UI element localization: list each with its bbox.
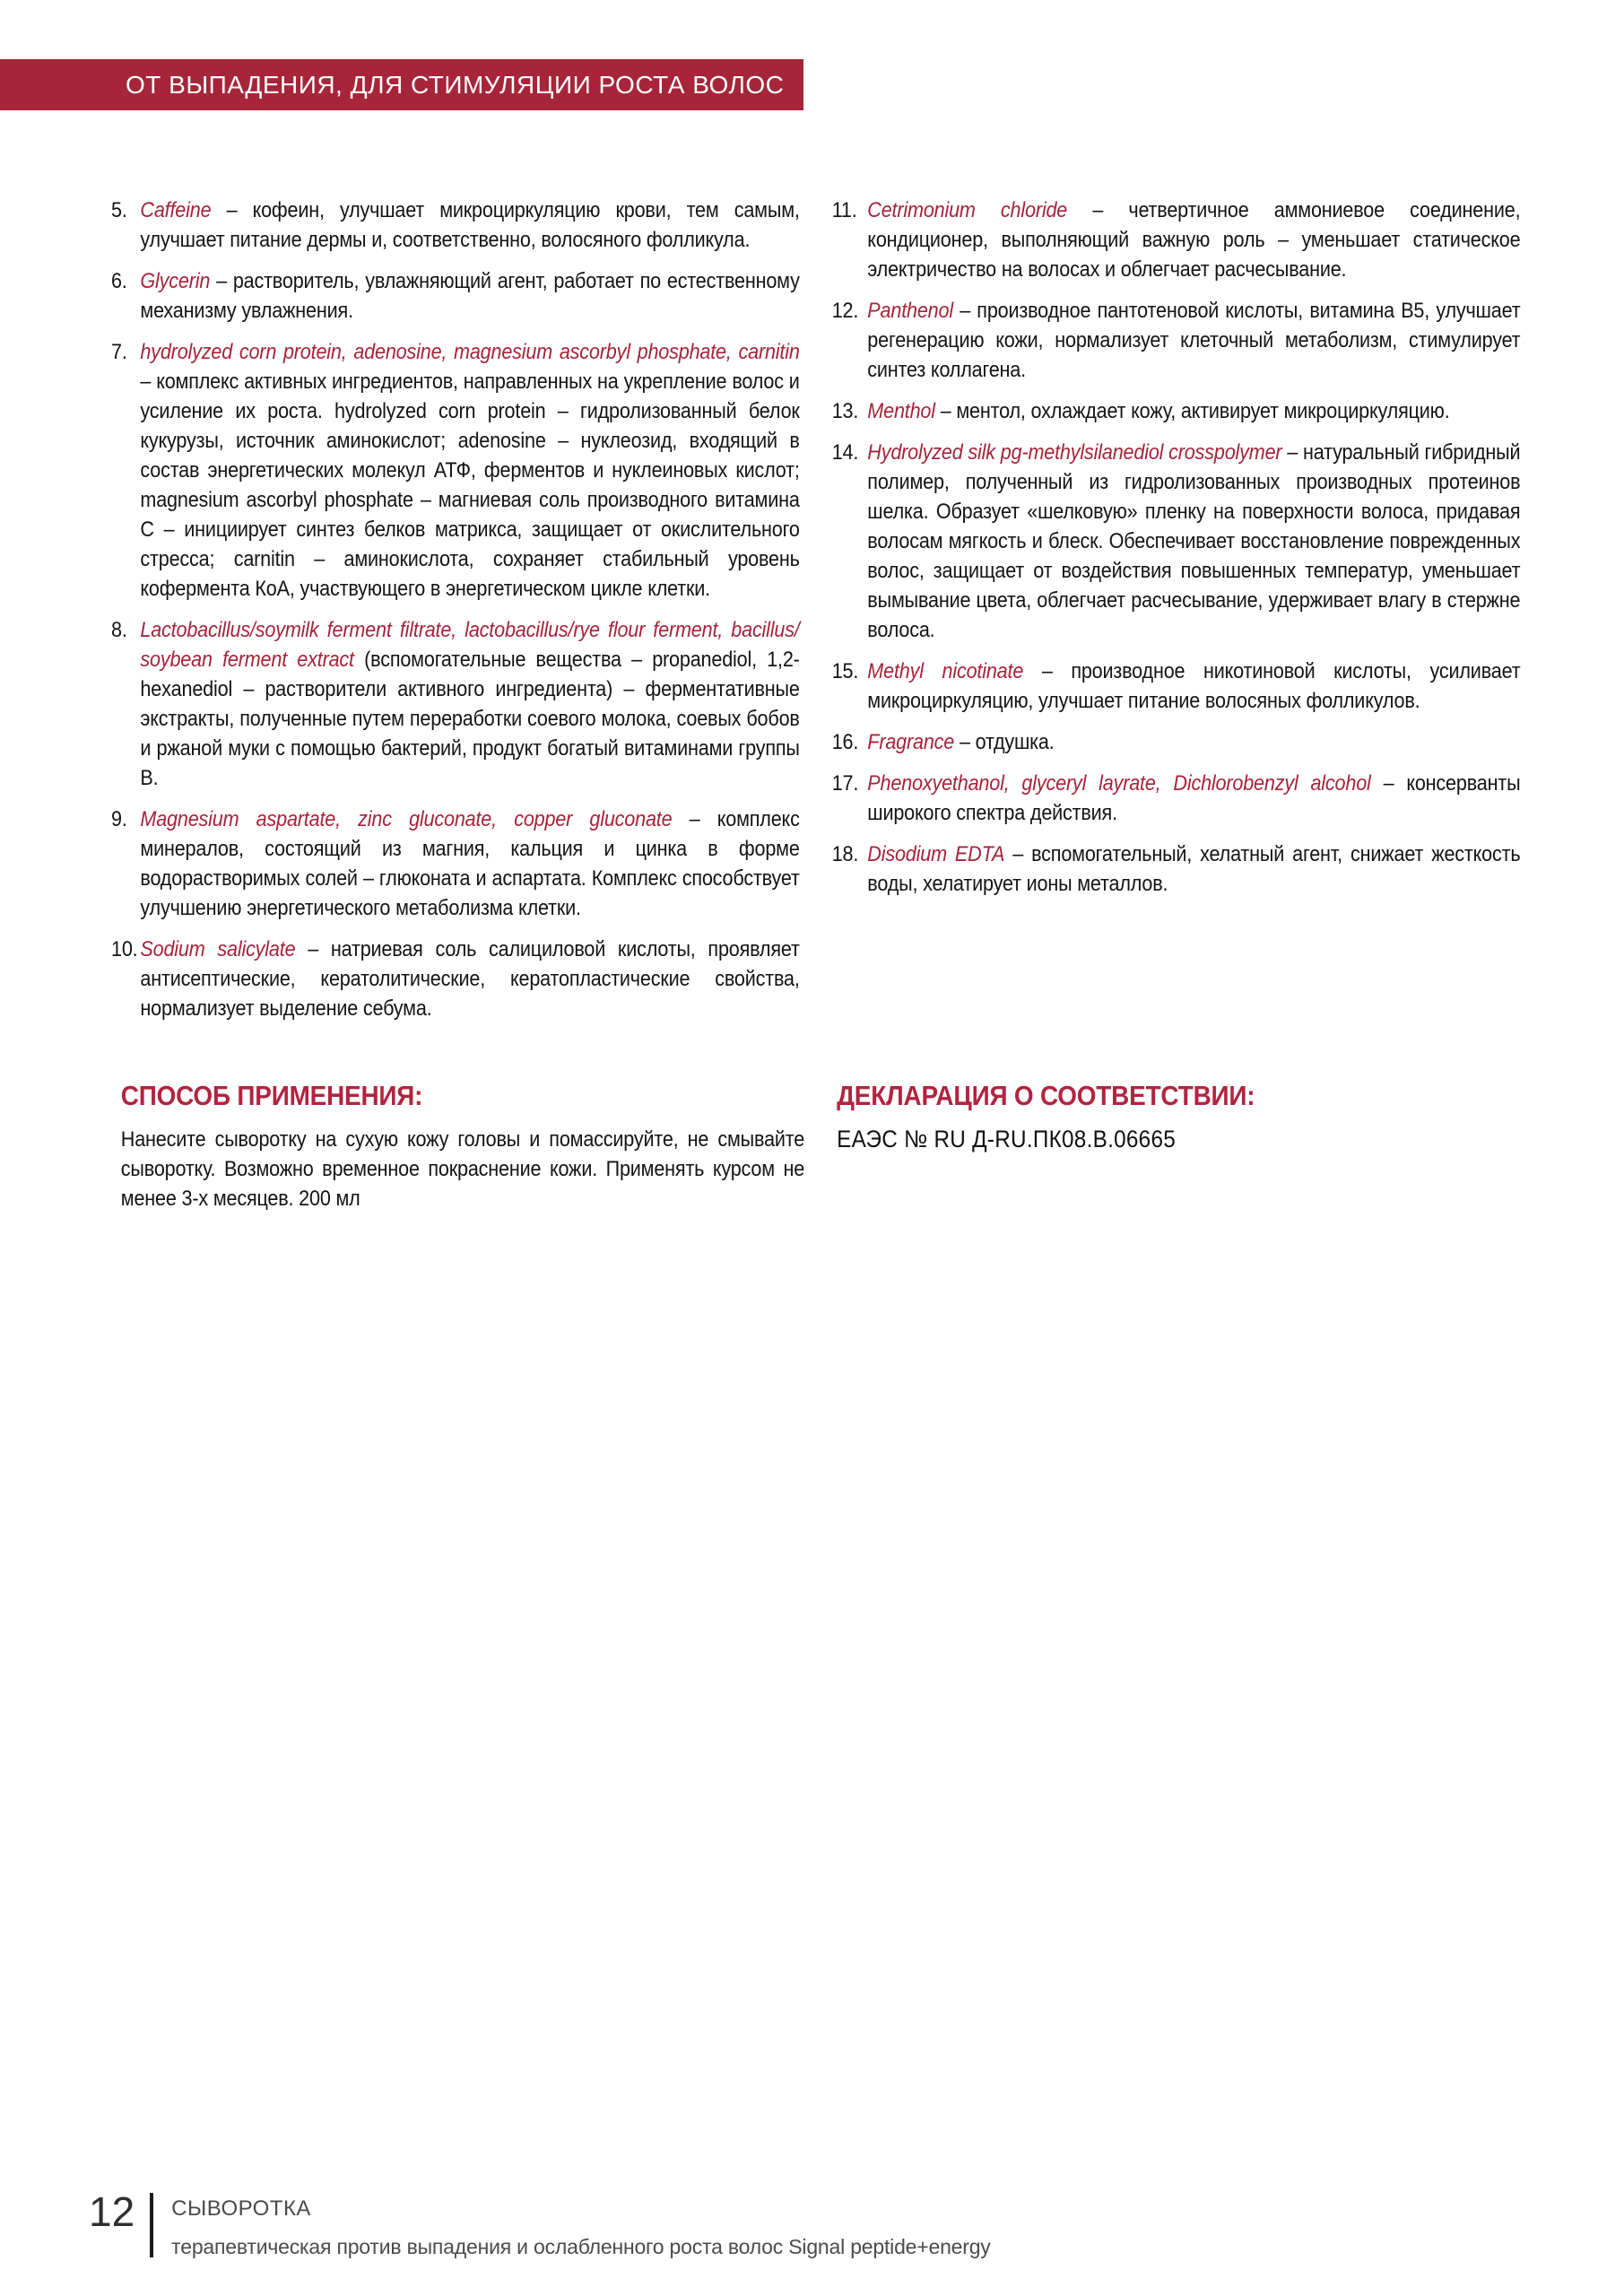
ingredient-number: 7. <box>111 340 127 364</box>
ingredient-item <box>111 266 800 326</box>
ingredient-name: Caffeine <box>140 198 212 222</box>
ingredient-description: – натуральный гибридный полимер, полученный из гидролизованных производных протеинов шелка. Образует «шелковую» пленку на поверхности волоса, придавая волосам мягкость и блеск. Обеспечивает восстановление поврежденных волос, защищает от воздействия повышенных температур, уменьшает вымывание цвета, облегчает расчесывание, удерживает влагу в стержне волоса. <box>867 440 1521 642</box>
ingredient-name: Glycerin <box>140 269 211 293</box>
page-content <box>111 196 1520 1213</box>
ingredient-description: (вспомогательные вещества – propanediol, 1,2-hexanediol – растворители активного ингредиента) – ферментативные экстракты, полученные путем переработки соевого молока, соевых бобов и ржаной муки с помощью бактерий, продукт богатый витаминами группы В. <box>140 648 800 790</box>
footer-label-block <box>171 2191 990 2259</box>
ingredient-description: – четвертичное аммониевое соединение, кондиционер, выполняющий важную роль – уменьшает статическое электричество на волосах и облегчает расчесывание. <box>867 198 1521 282</box>
ingredient-description: – комплекс активных ингредиентов, направленных на укрепление волос и усиление их роста. hydrolyzed corn protein – гидролизованный белок кукурузы, источник аминокислот; adenosine – нуклеозид, входящий в состав энергетических молекул АТФ, ферментов и нуклеиновых кислот; magnesium ascorbyl phosphate – магниевая соль производного витамина С – инициирует синтез белков матрикса, защищает от окислительного стресса; carnitin – аминокислота, сохраняет стабильный уровень кофермента КоА, участвующего в энергетическом цикле клетки. <box>140 370 800 601</box>
bottom-sections <box>111 1080 1520 1213</box>
ingredient-description: – комплекс минералов, состоящий из магния, кальция и цинка в форме водорастворимых солей – глюконата и аспартата. Комплекс способствует улучшению энергетического метаболизма клетки. <box>140 807 800 920</box>
ingredient-item <box>111 615 800 793</box>
ingredient-description: – ментол, охлаждает кожу, активирует микроциркуляцию. <box>940 399 1450 423</box>
ingredient-item <box>111 337 800 604</box>
ingredient-item <box>832 438 1521 645</box>
ingredient-name: hydrolyzed corn protein, adenosine, magnesium ascorbyl phosphate, carnitin <box>140 340 800 364</box>
ingredient-name: Lactobacillus/soymilk ferment filtrate, lactobacillus/rye flour ferment, bacillus/ soybean ferment extract <box>140 618 800 672</box>
ingredient-name: Cetrimonium chloride <box>867 198 1068 222</box>
page-footer <box>89 2188 991 2259</box>
ingredient-number: 9. <box>111 807 127 831</box>
ingredient-description: – производное пантотеновой кислоты, витамина В5, улучшает регенерацию кожи, нормализует клеточный метаболизм, стимулирует синтез коллагена. <box>867 299 1521 382</box>
ingredient-number: 12. <box>831 299 859 323</box>
ingredient-name: Panthenol <box>867 299 953 323</box>
ingredient-name: Sodium salicylate <box>140 937 296 961</box>
header-title: ОТ ВЫПАДЕНИЯ, ДЛЯ СТИМУЛЯЦИИ РОСТА ВОЛОС <box>126 70 785 99</box>
ingredient-name: Phenoxyethanol, glyceryl layrate, Dichlorobenzyl alcohol <box>867 771 1371 796</box>
ingredient-description: – натриевая соль салициловой кислоты, проявляет антисептические, кератолитические, кератопластические свойства, нормализует выделение себума. <box>140 937 800 1021</box>
ingredient-number: 16. <box>831 730 859 754</box>
ingredient-description: – кофеин, улучшает микроциркуляцию крови, тем самым, улучшает питание дермы и, соответственно, волосяного фолликула. <box>140 198 800 252</box>
ingredient-item <box>832 727 1521 757</box>
product-description: терапевтическая против выпадения и ослабленного роста волос Signal peptide+energy <box>171 2235 991 2258</box>
ingredient-number: 11. <box>831 198 857 222</box>
declaration-heading: ДЕКЛАРАЦИЯ О СООТВЕТСТВИИ: <box>837 1080 1255 1111</box>
ingredient-item <box>111 935 800 1023</box>
ingredient-item <box>832 296 1521 385</box>
ingredient-item <box>832 396 1521 426</box>
ingredient-name: Magnesium aspartate, zinc gluconate, copper gluconate <box>140 807 673 831</box>
usage-section <box>121 1080 804 1213</box>
ingredient-description: – вспомогательный, хелатный агент, снижает жесткость воды, хелатирует ионы металлов. <box>867 842 1521 896</box>
ingredient-name: Menthol <box>867 399 935 423</box>
product-name: СЫВОРОТКА <box>171 2196 311 2221</box>
ingredient-description: – отдушка. <box>959 730 1055 754</box>
ingredient-item <box>832 769 1521 828</box>
header-banner <box>0 59 803 110</box>
ingredient-name: Methyl nicotinate <box>867 659 1024 683</box>
ingredient-number: 10. <box>111 937 138 961</box>
ingredient-number: 18. <box>831 842 859 866</box>
ingredient-name: Hydrolyzed silk pg-methylsilanediol crosspolymer <box>867 440 1282 465</box>
ingredient-columns <box>111 196 1520 1035</box>
ingredient-number: 6. <box>111 269 127 293</box>
ingredient-item <box>832 657 1521 716</box>
ingredient-number: 5. <box>111 198 127 222</box>
ingredient-item <box>832 196 1521 284</box>
ingredient-number: 14. <box>831 440 859 465</box>
ingredient-item <box>111 196 800 255</box>
ingredient-name: Disodium EDTA <box>867 842 1005 866</box>
ingredient-list-right <box>832 196 1521 1035</box>
ingredient-number: 8. <box>111 618 127 642</box>
ingredient-item <box>111 804 800 923</box>
ingredient-description: – консерванты широкого спектра действия. <box>867 771 1521 825</box>
page-number: 12 <box>89 2188 135 2235</box>
ingredient-list-left <box>111 196 800 1035</box>
ingredient-item <box>832 839 1521 899</box>
usage-text: Нанесите сыворотку на сухую кожу головы и помассируйте, не смывайте сыворотку. Возможно временное покраснение кожи. Применять курсом не менее 3-х месяцев. 200 мл <box>120 1127 805 1211</box>
usage-heading: СПОСОБ ПРИМЕНЕНИЯ: <box>120 1080 423 1111</box>
ingredient-description: – растворитель, увлажняющий агент, работает по естественному механизму увлажнения. <box>140 269 800 323</box>
footer-divider <box>150 2193 153 2257</box>
ingredient-number: 15. <box>831 659 859 683</box>
ingredient-description: – производное никотиновой кислоты, усиливает микроциркуляцию, улучшает питание волосяных фолликулов. <box>867 659 1521 713</box>
ingredient-number: 13. <box>831 399 859 423</box>
declaration-number: ЕАЭС № RU Д-RU.ПК08.В.06665 <box>837 1126 1177 1152</box>
ingredient-name: Fragrance <box>867 730 955 754</box>
declaration-section <box>837 1080 1520 1213</box>
ingredient-number: 17. <box>831 771 859 796</box>
